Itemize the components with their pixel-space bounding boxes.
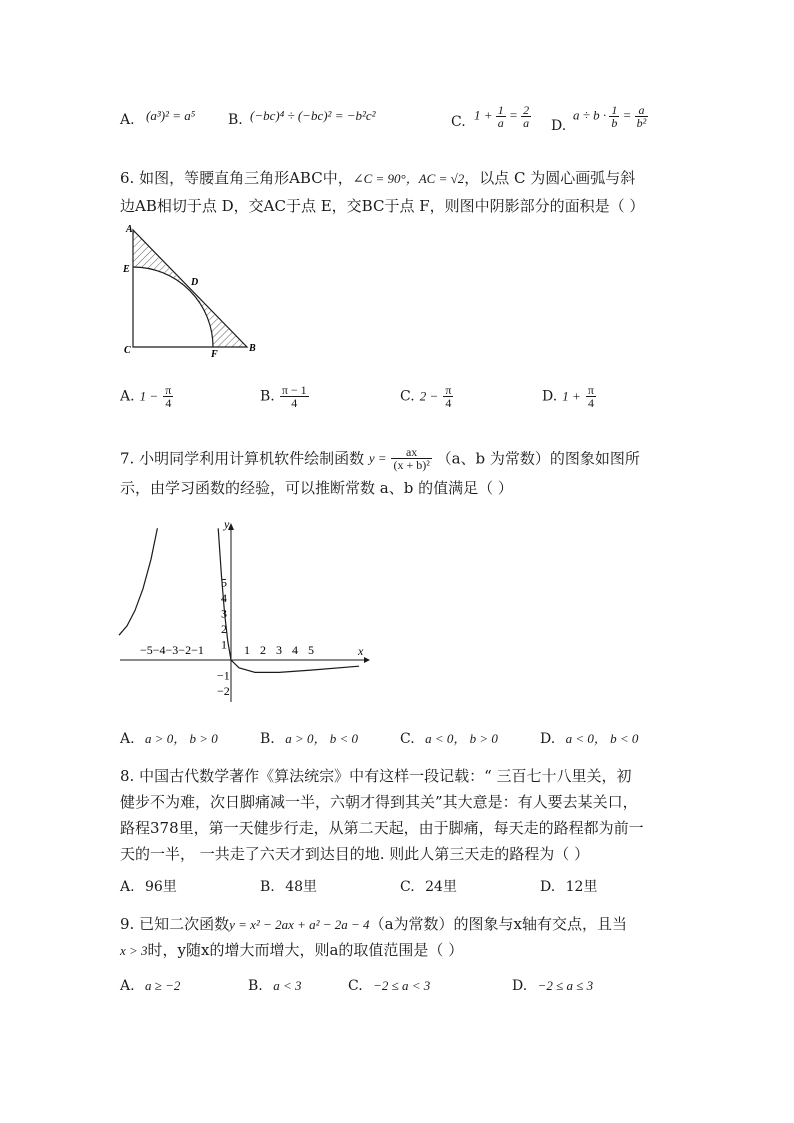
q9-option-b[interactable] (248, 978, 301, 994)
q5-c-eq: = (509, 107, 518, 123)
q6-label-a: A (126, 224, 133, 235)
q7-option-c[interactable] (400, 728, 498, 747)
q6-option-d[interactable] (542, 384, 596, 409)
q5-d-pre: a ÷ b · (573, 107, 607, 123)
q7-curve-left-branch (119, 528, 157, 635)
q7-option-b-label: B. (260, 731, 275, 747)
q8-option-b[interactable] (260, 876, 317, 896)
q6-option-c-label: C. (400, 388, 415, 405)
q5-c-den1: a (497, 116, 504, 130)
q7-stem-line-2: 示，由学习函数的经验，可以推断常数 a、b 的值满足（ ） (120, 479, 513, 497)
q8-option-c-text: 24里 (425, 879, 457, 895)
q7-function-graph (118, 518, 374, 704)
q5-option-b-expr: (−bc)⁴ ÷ (−bc)² = −b²c² (250, 108, 376, 123)
q9-option-b-label: B. (248, 978, 263, 994)
q5-option-a-label[interactable]: A. (120, 112, 135, 128)
q6-option-a[interactable] (120, 384, 173, 409)
q7-x-axis-label: x (358, 644, 364, 658)
q6-option-d-den: 4 (586, 396, 596, 409)
q6-stem-line-2: 边AB相切于点 D，交AC于点 E，交BC于点 F，则图中阴影部分的面积是（ ） (120, 197, 645, 215)
q7-x-axis-arrow (364, 657, 370, 663)
q5-d-fraction-2 (635, 104, 649, 129)
q8-stem-line-3: 路程378里，第一天健步行走，从第二天起，由于脚痛，每天走的路程都为前一 (120, 819, 644, 837)
q9-option-d[interactable] (512, 978, 593, 994)
q7-func-lhs: y = (368, 450, 387, 466)
q8-option-a-label: A. (120, 879, 135, 895)
q6-stem-line-1 (120, 168, 635, 189)
q6-label-f: F (211, 349, 218, 360)
q7-y-tick-negative-group (217, 669, 230, 699)
q9-option-a[interactable] (120, 978, 180, 994)
q6-option-a-fraction (163, 384, 173, 409)
q6-label-c: C (124, 345, 131, 356)
q9-option-d-text: −2 ≤ a ≤ 3 (537, 978, 594, 993)
q7-x-tick-1: 1 (244, 643, 250, 657)
q7-x-tick-2: 2 (260, 643, 266, 657)
q8-option-c[interactable] (400, 876, 457, 896)
q6-option-a-num: π (165, 383, 172, 397)
q6-stem-text-b: ，以点 C 为圆心画弧与斜 (464, 169, 636, 187)
q5-d-den2: b² (636, 116, 647, 130)
q9-option-a-label: A. (120, 978, 135, 994)
q8-option-a[interactable] (120, 876, 177, 896)
q6-option-b[interactable] (260, 384, 309, 409)
q6-triangle-figure (118, 220, 268, 362)
q5-d-den1: b (611, 116, 618, 130)
q6-option-b-num: π − 1 (281, 383, 307, 397)
q7-stem-text-a: 7. 小明同学利用计算机软件绘制函数 (120, 449, 365, 468)
q7-option-d[interactable] (540, 728, 638, 747)
q7-y-axis-label: y (224, 518, 230, 531)
q7-option-a[interactable] (120, 728, 218, 747)
q7-option-a-text: a > 0， b > 0 (145, 731, 218, 746)
q5-c-fraction-1 (496, 104, 506, 129)
q8-option-b-text: 48里 (285, 879, 318, 895)
q6-label-e: E (123, 264, 130, 275)
q9-stem-text-a: 9. 已知二次函数 (120, 915, 230, 933)
q8-option-c-label: C. (400, 879, 415, 895)
q6-option-a-den: 4 (163, 396, 173, 409)
q5-c-den2: a (523, 116, 530, 130)
q5-d-num2: a (638, 103, 645, 117)
q6-option-c[interactable] (400, 384, 453, 409)
q5-option-a-expr: (a³)² = a⁵ (146, 108, 196, 123)
q9-stem-math: y = x² − 2ax + a² − 2a − 4 (229, 917, 370, 932)
q7-option-c-text: a < 0， b > 0 (425, 731, 498, 746)
q6-option-d-num: π (587, 383, 594, 397)
q6-option-d-pre: 1 + (562, 388, 581, 404)
q5-d-fraction-1 (609, 104, 619, 129)
q6-label-b: B (249, 343, 256, 354)
q9-stem-line-1 (120, 914, 627, 935)
q7-x-tick-negative-labels: −5−4−3−2−1 (140, 643, 204, 657)
q6-option-b-label: B. (260, 388, 275, 405)
q6-option-b-fraction (280, 384, 309, 409)
q7-y-tick-4: 4 (221, 591, 227, 605)
q7-y-tick-neg-2: −2 (217, 684, 230, 698)
q7-stem-line-1 (120, 446, 640, 471)
q6-option-c-den: 4 (443, 396, 453, 409)
q7-x-tick-5: 5 (308, 643, 314, 657)
q8-option-b-label: B. (260, 879, 275, 895)
q7-y-tick-3: 3 (221, 606, 227, 621)
q7-option-a-label: A. (120, 731, 135, 747)
q9-stem-line-2 (120, 940, 463, 961)
q9-stem-text-c: 时，y随x的增大而增大，则a的取值范围是（ ） (147, 941, 464, 959)
q8-option-d-text: 12里 (565, 879, 598, 895)
q6-option-b-den: 4 (280, 396, 309, 409)
q6-arc-ef (133, 267, 213, 347)
q8-stem-line-1: 8. 中国古代数学著作《算法统宗》中有这样一段记载：“ 三百七十八里关，初 (120, 767, 632, 785)
q8-stem-line-4: 天的一半， 一共走了六天才到达目的地. 则此人第三天走的路程为（ ） (120, 845, 590, 863)
q7-func-num: ax (405, 445, 418, 459)
q7-y-tick-neg-1: −1 (217, 668, 230, 683)
q6-option-c-fraction (443, 384, 453, 409)
q7-x-tick-3: 3 (276, 643, 282, 657)
q6-label-d: D (191, 277, 199, 288)
q7-y-tick-5: 5 (221, 575, 227, 590)
q5-c-num2: 2 (523, 103, 530, 117)
q7-option-c-label: C. (400, 731, 415, 747)
q7-stem-text-b: （a、b 为常数）的图象如图所 (436, 449, 640, 468)
q5-option-d-label[interactable]: D. (551, 118, 567, 134)
q9-option-d-label: D. (512, 978, 528, 994)
q9-option-c-label: C. (348, 978, 363, 994)
q6-option-d-label: D. (542, 388, 558, 405)
q5-option-c-expr (474, 104, 531, 129)
q5-d-eq: = (622, 107, 632, 123)
q5-option-b-label[interactable]: B. (228, 112, 243, 128)
q8-option-d-label: D. (540, 879, 556, 895)
q7-y-tick-1: 1 (221, 637, 227, 652)
q6-option-d-fraction (586, 384, 596, 409)
q6-stem-math: ∠C = 90°，AC = √2 (352, 171, 465, 186)
q6-option-a-label: A. (120, 388, 135, 405)
q9-stem-text-b: （a为常数）的图象与x轴有交点，且当 (369, 915, 627, 933)
q7-option-b-text: a > 0， b < 0 (285, 731, 358, 746)
q7-y-tick-2: 2 (221, 622, 227, 636)
q7-option-d-text: a < 0， b < 0 (565, 731, 639, 746)
q9-option-c-text: −2 ≤ a < 3 (373, 978, 431, 993)
q9-stem-math-2: x > 3 (120, 943, 148, 958)
q7-x-tick-4: 4 (292, 643, 298, 657)
q9-option-b-text: a < 3 (273, 978, 302, 993)
q8-option-d[interactable] (540, 876, 597, 896)
q7-curve-right-branch (218, 528, 359, 672)
q7-option-b[interactable] (260, 728, 358, 747)
q7-option-d-label: D. (540, 731, 556, 747)
q6-option-c-num: π (445, 383, 452, 397)
q6-option-c-pre: 2 − (419, 388, 439, 404)
q5-c-num1: 1 (497, 103, 504, 117)
q7-x-tick-positive-group (244, 643, 314, 657)
q5-d-num1: 1 (611, 103, 618, 117)
q7-func-den: (x + b)² (393, 458, 430, 472)
q7-func-fraction (391, 446, 431, 471)
q5-c-fraction-2 (521, 104, 531, 129)
q5-option-c-label[interactable]: C. (451, 114, 466, 130)
q9-option-c[interactable] (348, 978, 430, 994)
q8-option-a-text: 96里 (145, 879, 177, 895)
q6-triangle-abc (133, 230, 247, 347)
q5-option-d-expr (573, 104, 648, 129)
q8-stem-line-2: 健步不为难，次日脚痛减一半，六朝才得到其关”其大意是：有人要去某关口， (120, 793, 638, 811)
q9-option-a-text: a ≥ −2 (145, 978, 181, 993)
q6-stem-text-a: 6. 如图，等腰直角三角形ABC中， (120, 169, 353, 187)
q6-option-a-pre: 1 − (139, 388, 159, 404)
q5-c-pre: 1 + (474, 107, 493, 123)
